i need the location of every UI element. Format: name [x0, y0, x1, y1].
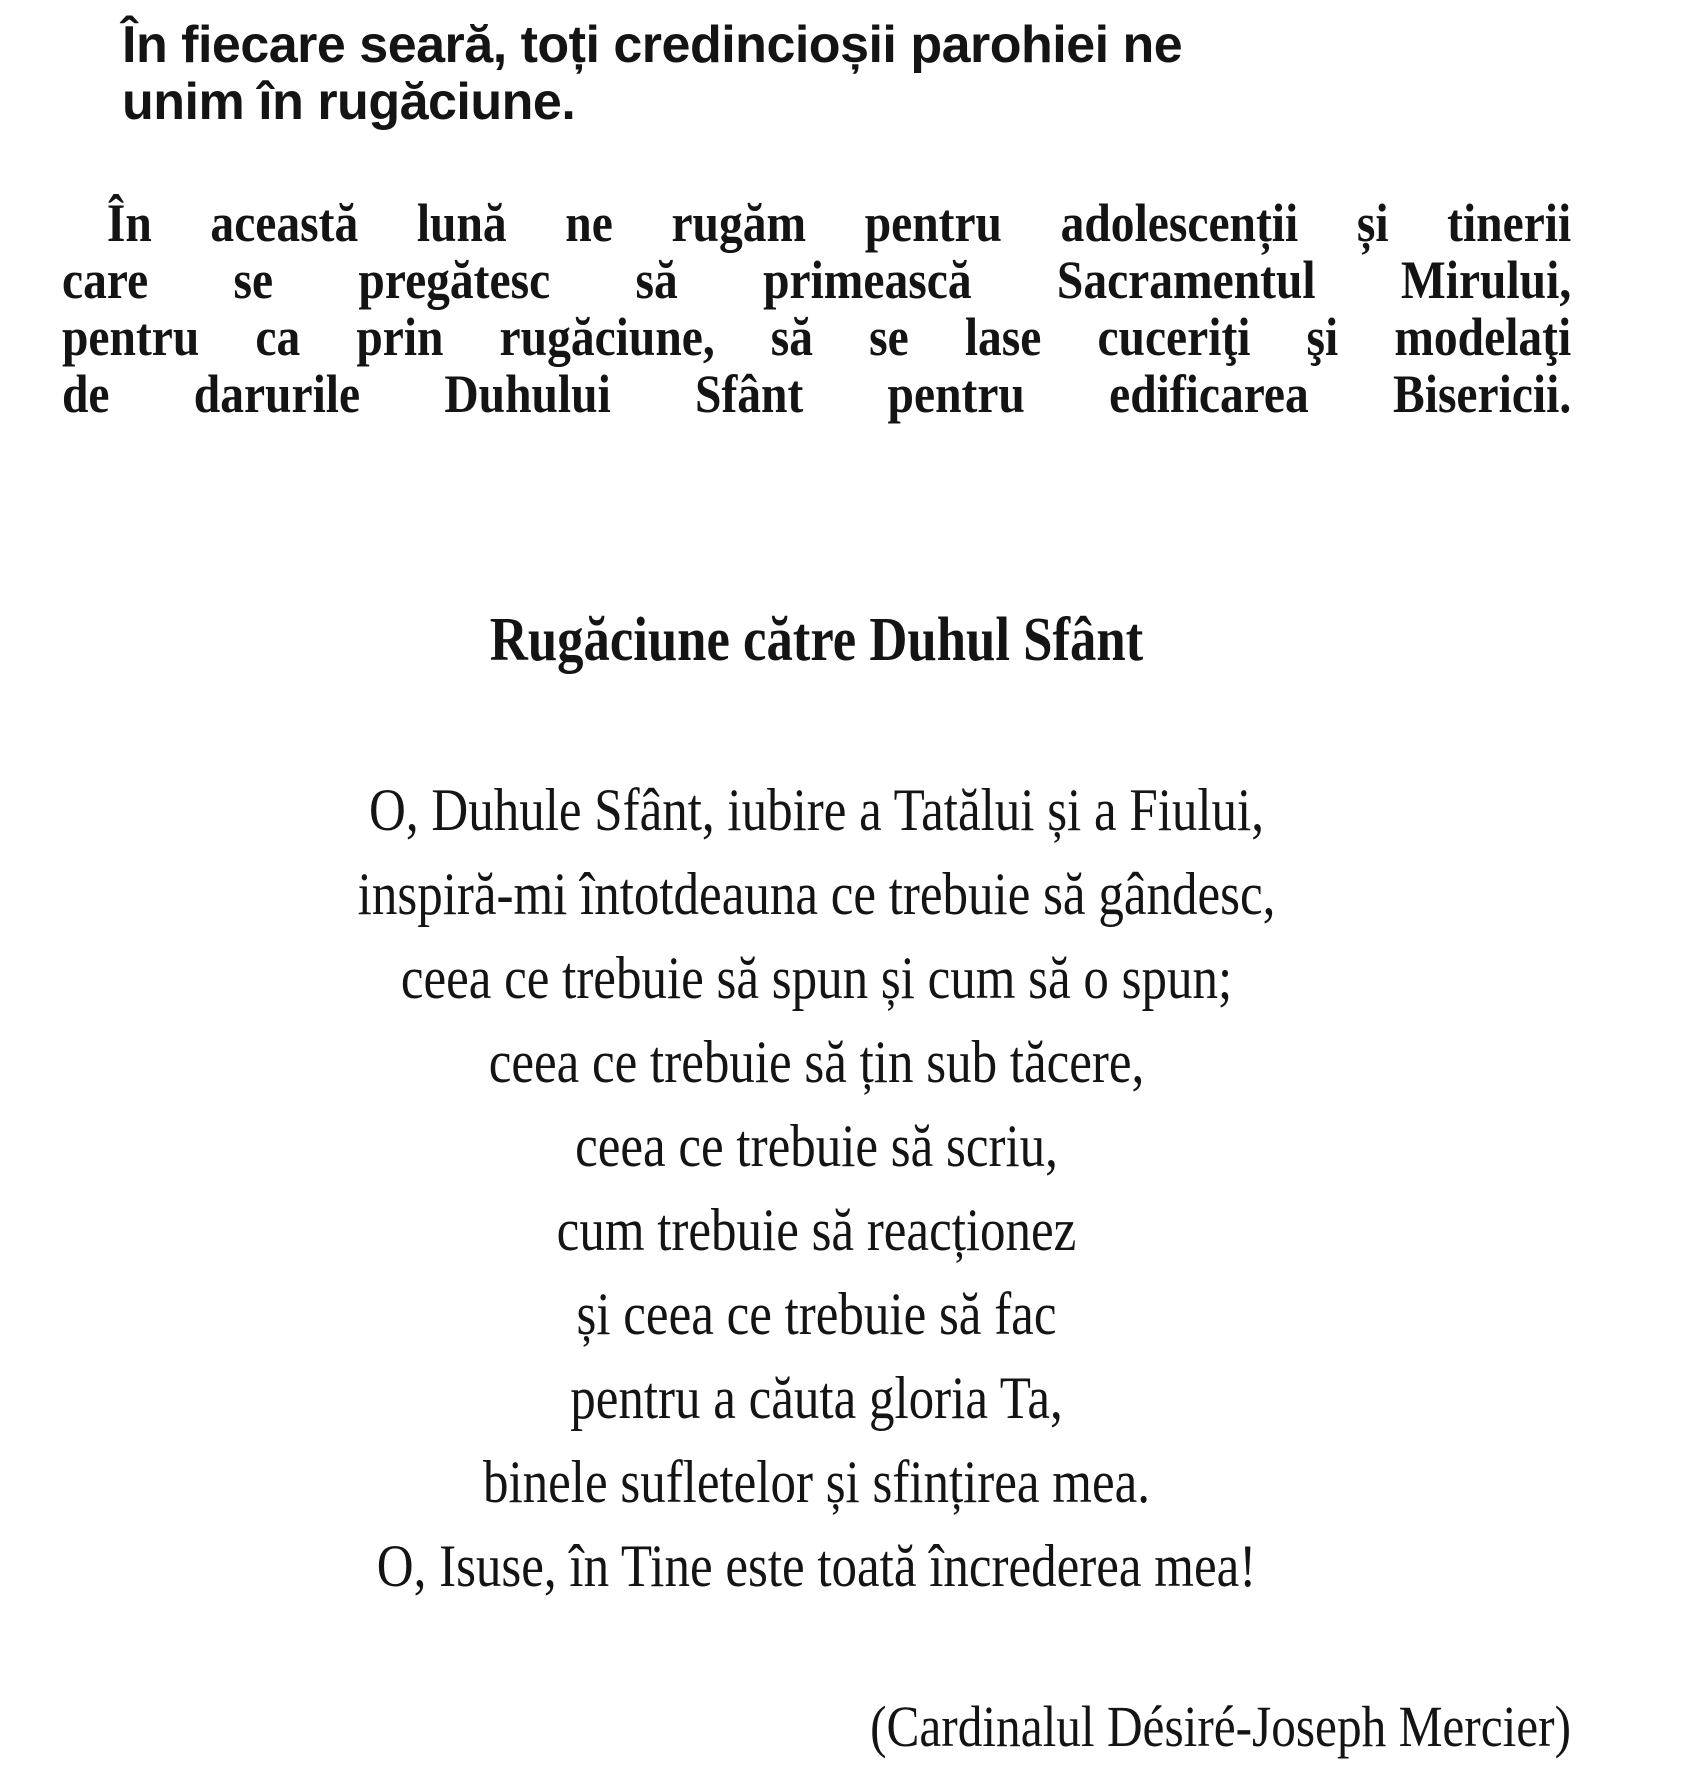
prayer-attribution: (Cardinalul Désiré-Joseph Mercier) [870, 1694, 1571, 1759]
intro-heading-line: În fiecare seară, toți credincioșii parohiei ne [122, 16, 1183, 74]
prayer-line: pentru a căuta gloria Ta, [570, 1365, 1063, 1431]
intention-line: În această lună ne rugăm pentru adolescenții și tinerii [106, 193, 1572, 253]
prayer-line: binele sufletelor și sfințirea mea. [482, 1449, 1151, 1515]
intention-line: pentru ca prin rugăciune, să se lase cuceriţi şi modelaţi [62, 307, 1572, 367]
prayer-line: cum trebuie să reacționez [556, 1197, 1077, 1263]
prayer-line: O, Duhule Sfânt, iubire a Tatălui și a Fiului, [369, 777, 1264, 843]
prayer-line: ceea ce trebuie să țin sub tăcere, [488, 1029, 1145, 1095]
monthly-intention-paragraph [62, 195, 1571, 423]
prayer-body [175, 768, 1458, 1608]
prayer-line: și ceea ce trebuie să fac [576, 1281, 1057, 1347]
intro-heading [62, 17, 1571, 131]
intention-line: care se pregătesc să primească Sacramentul Mirului, [62, 250, 1572, 310]
prayer-line: ceea ce trebuie să spun și cum să o spun; [400, 945, 1233, 1011]
intro-heading-line: unim în rugăciune. [122, 73, 576, 131]
prayer-line: ceea ce trebuie să scriu, [575, 1113, 1058, 1179]
prayer-line: inspiră-mi întotdeauna ce trebuie să gândesc, [357, 861, 1276, 927]
prayer-title: Rugăciune către Duhul Sfânt [489, 606, 1144, 674]
intention-line: de darurile Duhului Sfânt pentru edificarea Bisericii. [62, 364, 1572, 424]
prayer-line: O, Isuse, în Tine este toată încrederea mea! [376, 1533, 1257, 1599]
